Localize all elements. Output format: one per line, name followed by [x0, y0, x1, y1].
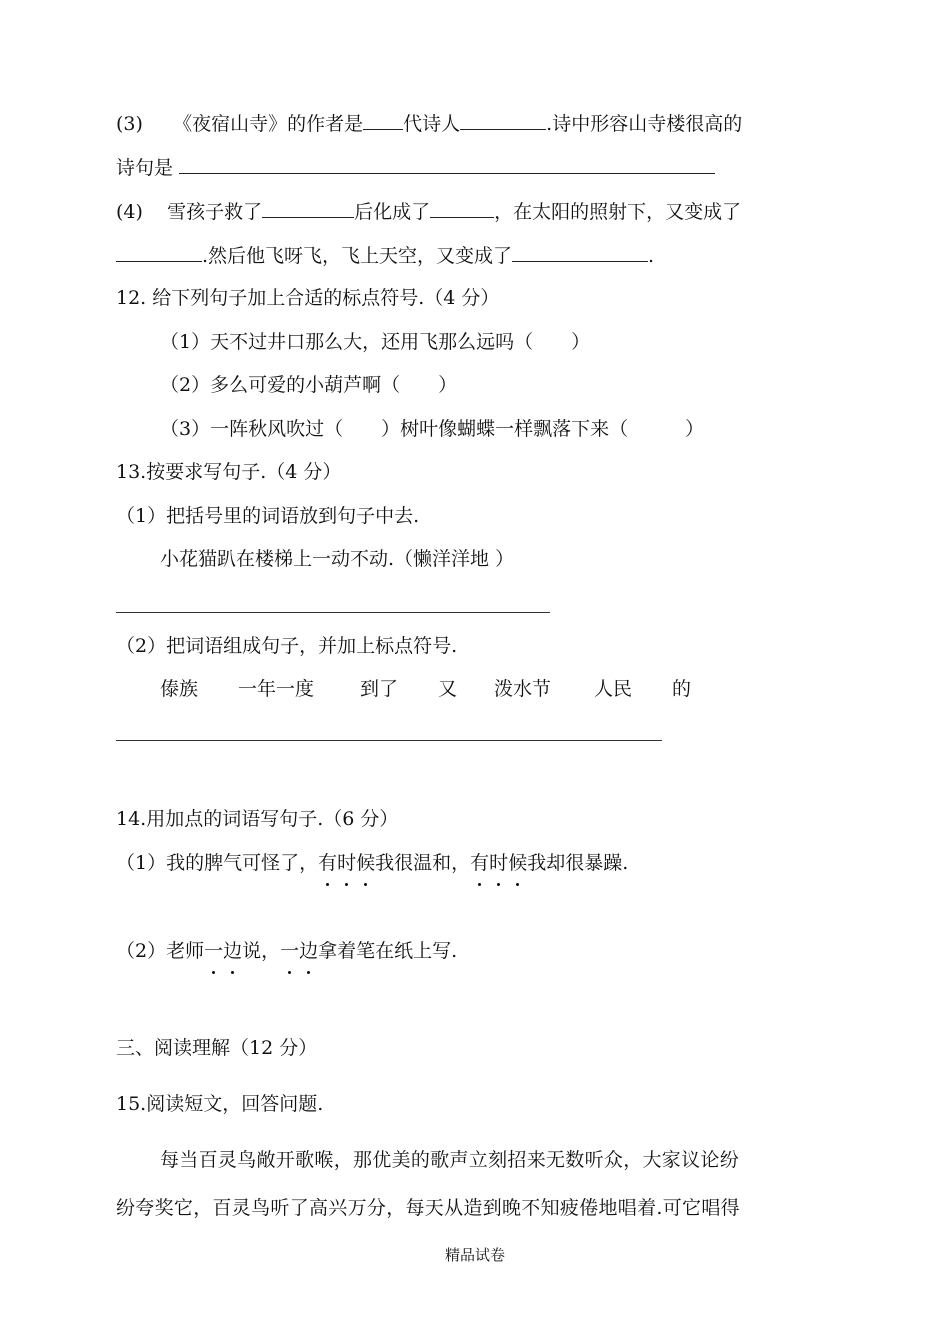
q11-4-line2 — [116, 242, 654, 270]
answer-blank[interactable] — [116, 243, 202, 262]
word-chip: 的 — [672, 678, 692, 700]
q14-sentence-1 — [116, 849, 628, 877]
emphasis-dot-char: 边 — [223, 937, 242, 965]
answer-blank[interactable] — [262, 199, 354, 218]
answer-line[interactable] — [116, 612, 550, 613]
emphasis-dot-char: 有 — [470, 849, 489, 877]
answer-blank[interactable] — [179, 155, 715, 174]
emphasis-dot-char: 时 — [489, 849, 508, 877]
q14-sentence-2 — [116, 937, 457, 965]
q11-3-text-a: 《夜宿山寺》的作者是 — [173, 113, 364, 135]
word-chip: 人民 — [594, 678, 633, 700]
page-footer: 精品试卷 — [444, 1246, 505, 1264]
q11-4-line1 — [116, 198, 741, 226]
word-chip: 傣族 — [160, 678, 199, 700]
q11-3-text-b: 代诗人 — [403, 113, 461, 135]
q11-3-text-d: 诗句是 — [116, 157, 174, 179]
q14-s1-text: （1）我的脾气可怪了， — [116, 852, 319, 874]
dotted-word — [280, 940, 318, 962]
word-chip: 到了 — [360, 678, 399, 700]
emphasis-dot-char: 候 — [508, 849, 527, 877]
answer-blank[interactable] — [363, 111, 403, 130]
q13-part1-label: （1）把括号里的词语放到句子中去. — [116, 505, 420, 527]
q14-s1-text: 我很温和， — [375, 852, 471, 874]
emphasis-dot-char: 有 — [318, 849, 337, 877]
q11-4-text-e: . — [648, 245, 655, 267]
answer-line[interactable] — [116, 740, 662, 741]
word-chip: 一年一度 — [238, 678, 315, 700]
q14-s2-text: （2）老师 — [116, 940, 205, 962]
q13-part1-sentence: 小花猫趴在楼梯上一动不动.（懒洋洋地 ） — [160, 548, 515, 570]
emphasis-dot-char: 一 — [204, 937, 223, 965]
q11-4-text-b: 后化成了 — [354, 201, 431, 223]
q12-item-3: （3）一阵秋风吹过（ ）树叶像蝴蝶一样飘落下来（ ） — [160, 418, 705, 440]
section3-title: 三、阅读理解（12 分） — [116, 1037, 318, 1059]
word-chip: 又 — [438, 678, 458, 700]
q14-s2-text: 拿着笔在纸上写. — [318, 940, 458, 962]
passage-line: 每当百灵鸟敞开歌喉，那优美的歌声立刻招来无数听众，大家议论纷 — [160, 1149, 740, 1171]
q15-title: 15.阅读短文，回答问题. — [116, 1093, 324, 1115]
emphasis-dot-char: 边 — [299, 937, 318, 965]
passage-line: 纷夸奖它，百灵鸟听了高兴万分，每天从造到晚不知疲倦地唱着.可它唱得 — [116, 1197, 740, 1219]
dotted-word — [318, 852, 375, 874]
answer-blank[interactable] — [512, 243, 648, 262]
q11-4-text-d: .然后他飞呀飞，飞上天空，又变成了 — [202, 245, 513, 267]
q11-3-line2 — [116, 154, 715, 182]
q13-part2-label: （2）把词语组成句子，并加上标点符号. — [116, 635, 458, 657]
q11-3-number: (3) — [116, 113, 143, 135]
answer-blank[interactable] — [460, 111, 546, 130]
dotted-word — [204, 940, 242, 962]
dotted-word — [470, 852, 527, 874]
emphasis-dot-char: 时 — [337, 849, 356, 877]
q13-title: 13.按要求写句子.（4 分） — [116, 461, 342, 483]
q14-title: 14.用加点的词语写句子.（6 分） — [116, 808, 399, 830]
q12-title: 12. 给下列句子加上合适的标点符号.（4 分） — [116, 287, 500, 309]
emphasis-dot-char: 一 — [280, 937, 299, 965]
q11-4-text-c: ，在太阳的照射下，又变成了 — [494, 201, 742, 223]
emphasis-dot-char: 候 — [356, 849, 375, 877]
q11-4-text-a: 雪孩子救了 — [167, 201, 263, 223]
q14-s1-text: 我却很暴躁. — [527, 852, 629, 874]
q11-4-number: (4) — [116, 201, 143, 223]
q12-item-1: （1）天不过井口那么大，还用飞那么远吗（ ） — [160, 331, 591, 353]
q11-3-text-c: .诗中形容山寺楼很高的 — [546, 113, 743, 135]
q12-item-2: （2）多么可爱的小葫芦啊（ ） — [160, 374, 458, 396]
answer-blank[interactable] — [430, 199, 494, 218]
q14-s2-text: 说， — [242, 940, 281, 962]
q11-3-line1 — [116, 110, 742, 138]
word-chip: 泼水节 — [494, 678, 552, 700]
